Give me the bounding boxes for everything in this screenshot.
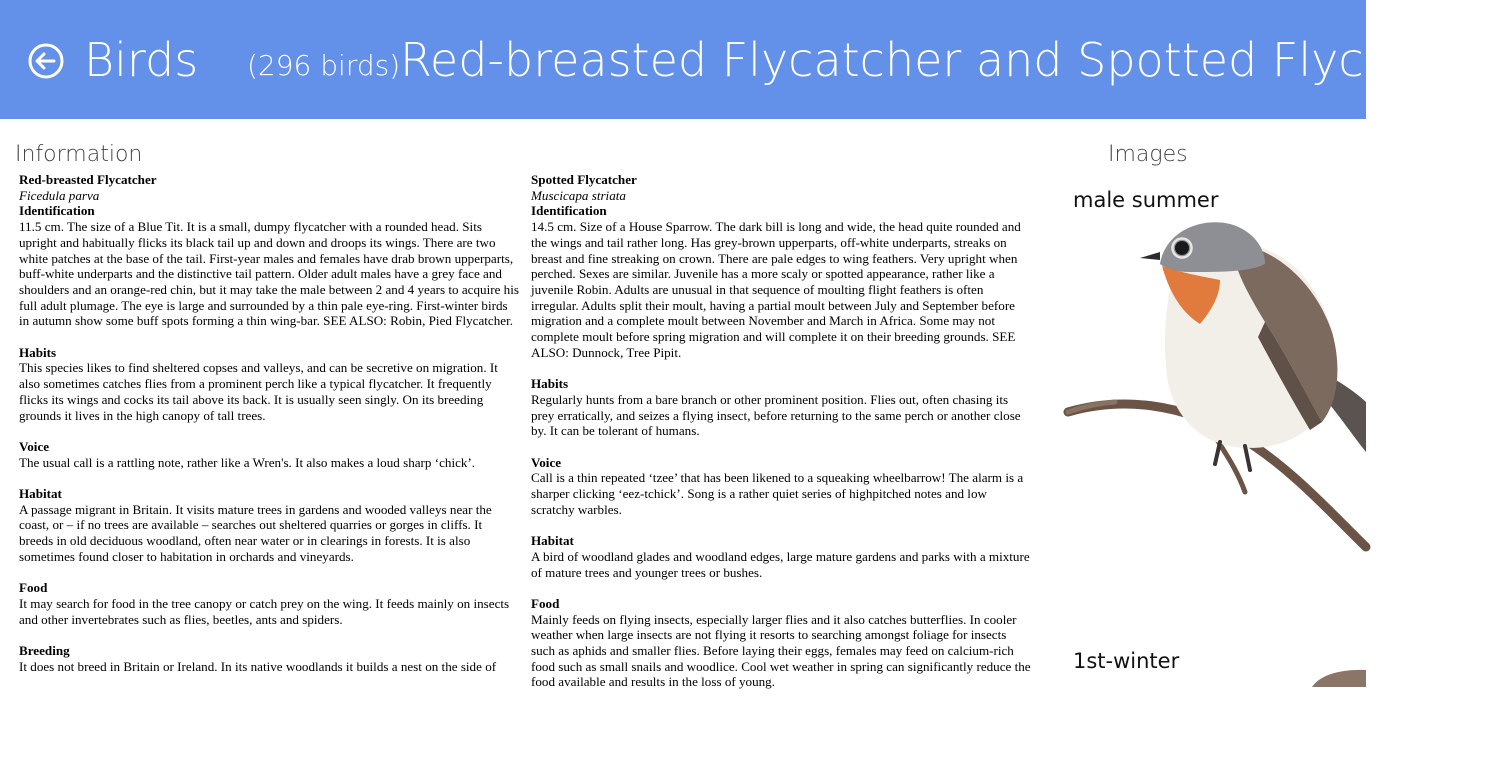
bird-illustration-male-summer[interactable] [1060,202,1366,572]
section-text: It may search for food in the tree canopy or catch prey on the wing. It feeds mainly on insects and other invertebrates such as flies, beetles, ants and spiders. [19,595,510,627]
images-panel[interactable] [1060,172,1366,687]
section-heading: Food [531,595,560,611]
section-text: This species likes to find sheltered copses and valleys, and can be secretive on migration. It also sometimes catches flies from a prominent perch like a typical flycatcher. It frequently flicks its wings and cocks its tail above its back. It is usually seen singly. On its breeding grounds it lives in the high canopy of tall trees. [19,360,498,423]
species-name: Spotted Flycatcher [531,172,637,187]
section-heading: Habitat [531,533,574,549]
species1-description[interactable] [19,172,519,692]
page-title: Red-breasted Flycatcher and Spotted Flycatcher [400,33,1512,87]
section-text: Mainly feeds on flying insects, especially larger flies and it also catches butterflies. In cooler weather when large insects are not flying it resorts to searching amongst foliage for insects such as aphids and smaller flies. Before laying their eggs, females may feed on calcium-rich food such as small snails and woodlice. Cool wet weather in spring can significantly reduce the food available and results in the loss of young. [531,611,1031,690]
section-text: Regularly hunts from a bare branch or other prominent position. Flies out, often chasing its prey erratically, and seizes a flying insect, before returning to the same perch or another close by. It can be tolerant of humans. [531,391,1021,439]
section-heading: Habitat [19,486,62,502]
image-label-male-summer: male summer [1073,188,1219,212]
section-heading: Identification [19,203,95,219]
section-text: 11.5 cm. The size of a Blue Tit. It is a small, dumpy flycatcher with a rounded head. Sits upright and habitually flicks its black tail up and down and droops its wings. There are two white patches at the base of the tail. First-year males and females have drab brown upperparts, buff-white underparts and the distinctive tail pattern. Older adult males have a grey face and shoulders and an orange-red chin, but it may take the male between 2 and 4 years to acquire his full adult plumage. The eye is large and surrounded by a thin pale eye-ring. First-winter birds in autumn show some buff spots forming a thin wing-bar. SEE ALSO: Robin, Pied Flycatcher. [19,219,519,329]
image-label-1st-winter: 1st-winter [1073,649,1180,673]
bird-count: (296 birds) [247,49,401,82]
section-text: The usual call is a rattling note, rather like a Wren's. It also makes a loud sharp ‘chick’. [19,454,476,470]
section-text: A passage migrant in Britain. It visits mature trees in gardens and wooded valleys near the coast, or – if no trees are available – searches out sheltered quarries or gorges in cliffs. It breeds in old deciduous woodland, often near water or in clearings in forests. It is also sometimes found closer to habitation in orchards and vineyards. [19,501,492,564]
latin-name: Ficedula parva [19,187,100,203]
section-text: 14.5 cm. Size of a House Sparrow. The dark bill is long and wide, the head quite rounded and the wings and tail rather long. Has grey-brown upperparts, off-white underparts, streaks on breast and fine streaking on crown. There are pale edges to wing feathers. Very upright when perched. Sexes are similar. Juvenile has a more scaly or spotted appearance, rather like a juvenile Robin. Adults are unusual in that sequence of moulting flight feathers is often irregular. Adults split their moult, having a partial moult between July and September before migration and a complete moult between November and March in Africa. Some may not complete moult before spring migration and will complete it on their breeding grounds. SEE ALSO: Dunnock, Tree Pipit. [531,219,1021,360]
app-title[interactable]: Birds [84,33,199,87]
section-heading: Food [19,580,48,596]
section-text: A bird of woodland glades and woodland edges, large mature gardens and parks with a mixture of mature trees and younger trees or bushes. [531,548,1030,580]
species2-description[interactable] [531,172,1031,692]
section-heading: Voice [19,438,50,454]
section-heading: Identification [531,203,607,219]
latin-name: Muscicapa striata [531,187,626,203]
images-heading: Images [1108,142,1188,167]
app-header [0,0,1512,119]
information-heading: Information [15,142,143,167]
section-text: Call is a thin repeated ‘tzee’ that has been likened to a squeaking wheelbarrow! The alarm is a sharper clicking ‘eez-tchick’. Song is a rather quiet series of highpitched notes and low scratchy warbles. [531,470,1024,517]
species-name: Red-breasted Flycatcher [19,172,157,187]
section-heading: Habits [531,376,569,392]
back-arrow-circle-icon[interactable] [28,43,64,79]
bird-illustration-1st-winter[interactable] [1310,667,1366,687]
section-heading: Breeding [19,643,70,659]
section-heading: Habits [19,344,57,360]
section-heading: Voice [531,454,562,470]
section-text: It does not breed in Britain or Ireland. In its native woodlands it builds a nest on the side of [19,658,497,674]
